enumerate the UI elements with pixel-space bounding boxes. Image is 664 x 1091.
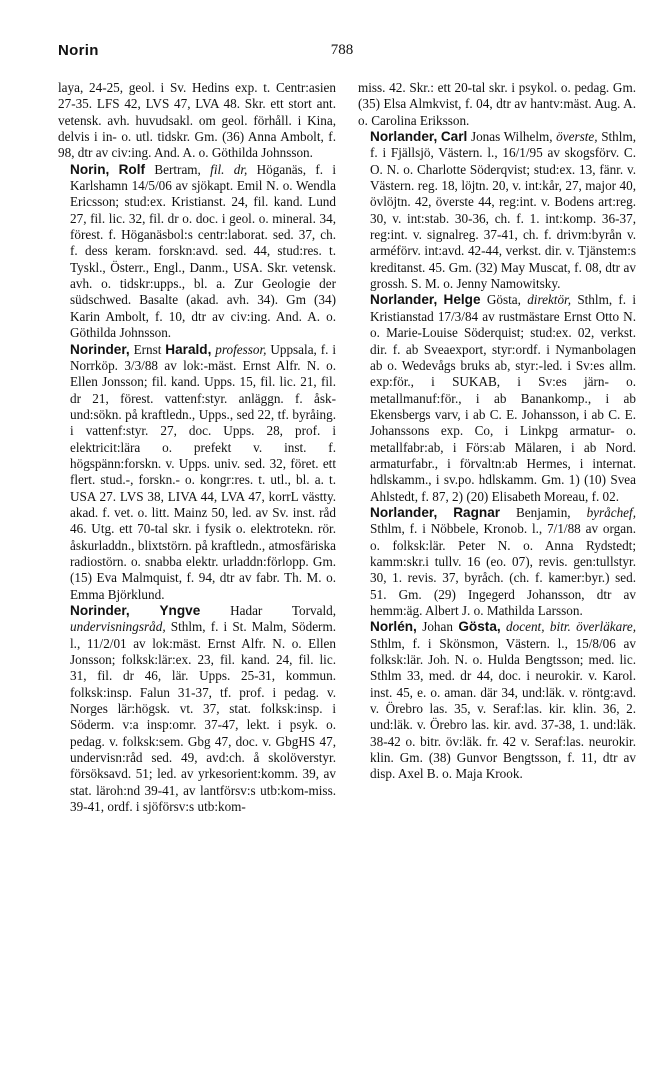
entry-text: Höganäs, f. i Karlshamn 14/5/06 av sjökapt. Emil N. o. Wendla Ericsson; stud:ex. Kristianst. 24, fil. kand. Lund 27, fil. lic. 32, fil. dr o. doc. i geol. o. mineral. 34, förest. f. Höganäsbol:s centr:laborat. sed. 37, ch. f. dess keram. forskn:avd. sed. 44, stud:res. t. Tyskl., Österr., Engl., Danm., USA. Skr. vetensk. avh. o. tidskr:upps., bl. a. Zur Geologie der südschwed. Basalte (akad. avh. 34). Gm (34) Karin Ambolt, f. 10, dtr av civ:ing. And. A. o. Göthilda Johnsson. [70, 161, 337, 341]
entry-given-bold: Gösta, [458, 619, 501, 635]
right-column [358, 80, 636, 783]
entry-given-bold: Yngve [159, 603, 201, 618]
entry-norinder-yngve [58, 603, 336, 815]
entry-title: fil. dr, [210, 161, 248, 177]
entry-norlander-ragnar [358, 505, 636, 619]
entry-surname: Norlander, [370, 129, 438, 145]
entry-surname: Norinder, [70, 341, 130, 357]
entry-title: professor, [215, 341, 267, 357]
entry-given-bold: Carl [440, 129, 468, 145]
entry-norlen-gosta [358, 619, 636, 782]
entry-given-rest: Bertram, [154, 161, 201, 177]
running-head: Norin [58, 42, 99, 59]
entry-text: Sthlm, f. i Kristianstad 17/3/84 av rustmästare Ernst Otto N. o. Marie-Louise Söderquist; stud:ex. 02, verkst. dir. f. ab Sveaexport, styr:ordf. i Nymanbolagen ab o. Wedevågs bruks ab, styr:-led. i Sv:es allm. exp:för., i SUKAB, i Sv:es järn- o. metallmanuf:för., i ab Banankomp., i ab Ekensbergs varv, i ab C. E. Johansson, i ab C. E. Johanssons exp. Co, i Linkpg armatur- o. metallfabr:ab, i Förs:ab Mälaren, i ab Nord. armaturfabr., i förvaltn:ab Hermes, i internat. hdlskamm., i sv.po. hdlskamm. Gm. 1) (10) Svea Ahlstedt, f. 87, 2) (20) Elisabeth Moreau, f. 02. [370, 292, 637, 504]
entry-surname: Norinder, [70, 603, 130, 618]
entry-surname: Norlander, [370, 504, 438, 520]
entry-title: direktör, [527, 292, 572, 308]
entry-continuation-left [58, 80, 336, 162]
entry-given-bold: Helge [443, 292, 481, 308]
entry-given-rest: Hadar Torvald, [230, 603, 336, 618]
page-header [58, 42, 626, 66]
entry-title: byråchef, [586, 504, 636, 520]
entry-title: överste, [556, 129, 598, 145]
entry-norin-rolf [58, 162, 336, 342]
entry-continuation-right [358, 80, 636, 129]
entry-text: Sthlm, f. i Nöbbele, Kronob. l., 7/1/88 av organ. o. folksk:lär. Peter N. o. Anna Rydstedt; kamm:skr.i tullv. 16 (eo. 07), revis. gen:tullstyr. 30, 1. revis. 37, byråch. (ch. f. kamer:byr.) sed. 51. Gm. (29) Ingegerd Johansson, dtr av hemm:äg. Albert J. o. Mathilda Larsson. [370, 521, 636, 618]
entry-given-rest: Gösta, [486, 292, 521, 308]
entry-given-rest: Ernst [133, 341, 162, 357]
entry-given-bold: Harald, [165, 341, 212, 357]
page-number: 788 [330, 42, 354, 58]
entry-title: docent, bitr. överläkare, [506, 619, 637, 635]
entry-text: Sthlm, f. i Skönsmon, Västern. l., 15/8/06 av folksk:lär. Joh. N. o. Hulda Bengtsson; med. lic. Sthlm 33, med. dr 44, doc. i neurokir. v. Karol. inst. 45, e. o. aman. där 34, und:läk. v. röntg:avd. v. Örebro las. 35, v. Seraf:las. kir. klin. 36, 2. und:läk. v. Örebro las. kir. avd. 37-38, 1. und:läk. 38-42 o. bitr. öv:läk. fr. 42 v. Seraf:las. neurokir. klin. Gm. (38) Gunvor Bengtsson, f. 11, dtr av disp. Axel B. o. Maja Krook. [370, 635, 636, 782]
entry-text: miss. 42. Skr.: ett 20-tal skr. i psykol. o. pedag. Gm. (35) Elsa Almkvist, f. 04, dtr av hantv:mäst. Aug. A. o. Carolina Eriksson. [358, 80, 636, 128]
entry-surname: Norlén, [370, 619, 417, 635]
entry-surname: Norlander, [370, 292, 438, 308]
entry-text: Sthlm, f. i Fjällsjö, Västern. l., 16/1/95 av skogsförv. C. O. N. o. Charlotte Söderqvist; stud:ex. 13, fänr. v. Västern. reg. 18, löjtn. 20, v. int:kår, 27, major 40, övlöjtn. 42, överste 44, reg:int. v. Bodens art:reg. 30, v. int:stab. 30-36, ch. f. 1. int:komp. 36-37, reg:int. v. signalreg. 37-41, ch. f. drivm:byrån v. arméförv. int:avd. 42-44, verkst. dir. v. Tjänstem:s kreditanst. 45. Gm. (32) May Muscat, f. 08, dtr av grossh. S. M. o. Jenny Namowitsky. [370, 129, 636, 292]
entry-given-bold: Rolf [118, 161, 146, 177]
entry-text: Uppsala, f. i Norrköp. 3/3/88 av lok:-mäst. Ernst Alfr. N. o. Ellen Jonsson; fil. kand. Upps. 15, fil. lic. 21, fil. dr 21, förest. vattenf:styr. anläggn. f. åsk-und:sökn. på kraftledn., Upps., sed 22, tf. byråing. i vattenf:styr. 27, doc. Upps. 28, prof. i elektricit:lära o. prefekt v. inst. f. högspänn:forskn. v. Upps. univ. sed. 32, föret. ett flert. stud.-, forskn.- o. kongr:res. t. utl., bl. a. t. USA 27. LVS 38, LIVA 44, LVA 47, korrL västty. akad. f. vet. o. litt. Mainz 50, led. av Sv. inst. råd 46. Utg. ett 70-tal skr. i fysik o. elektrotekn. rör. åskurladdn., blixtstörn. på kraftledn., atmosfäriska radiostörn. o. snabba elektr. urladdn:förlopp. Gm. (15) Eva Malmquist, f. 94, dtr av fabr. Th. M. o. Emma Björklund. [70, 341, 336, 602]
entry-surname: Norin, [70, 161, 110, 177]
entry-text: laya, 24-25, geol. i Sv. Hedins exp. t. Centr:asien 27-35. LFS 42, LVS 47, LVA 48. Skr. ett stort ant. vetensk. avh. huvudsakl. om geol. förhåll. i Kina, delvis i in- o. utl. tidskr. Gm. (36) Anna Ambolt, f. 98, dtr av civ:ing. And. A. o. Göthilda Johnsson. [58, 80, 336, 161]
entry-text: Sthlm, f. i St. Malm, Söderm. l., 11/2/01 av lok:mäst. Ernst Alfr. N. o. Ellen Jonsson; folksk:lär:ex. 23, fil. kand. 24, fil. lic. 31, fil. dr 46, lär. Upps. 25-31, kommun. folksk:insp. Falun 31-37, tf. prof. i pedag. v. Norges lär:högsk. vt. 37, stat. folksk:insp. i Söderm. v:a insp:omr. 37-47, lekt. i psyk. o. pedag. v. folksk:sem. Gbg 47, doc. v. GbgHS 47, undervisn:råd sed. 49, avd:ch. å skolöverstyr. försöksavd. 51; led. av yrkesorient:komm. 39, av stat. läroh:nd 39-41, av lantförsv:s utb:kom-miss. 39-41, ordf. i sjöförsv:s utb:kom- [70, 619, 337, 815]
entry-title: undervisningsråd, [70, 619, 166, 635]
left-column [58, 80, 336, 815]
entry-norinder-harald [58, 342, 336, 604]
entry-given-rest: Johan [422, 619, 453, 635]
entry-given-rest: Jonas Wilhelm, [470, 129, 553, 145]
entry-given-bold: Ragnar [453, 504, 501, 520]
entry-norlander-helge [358, 292, 636, 504]
entry-norlander-carl [358, 129, 636, 292]
entry-given-rest: Benjamin, [516, 504, 571, 520]
